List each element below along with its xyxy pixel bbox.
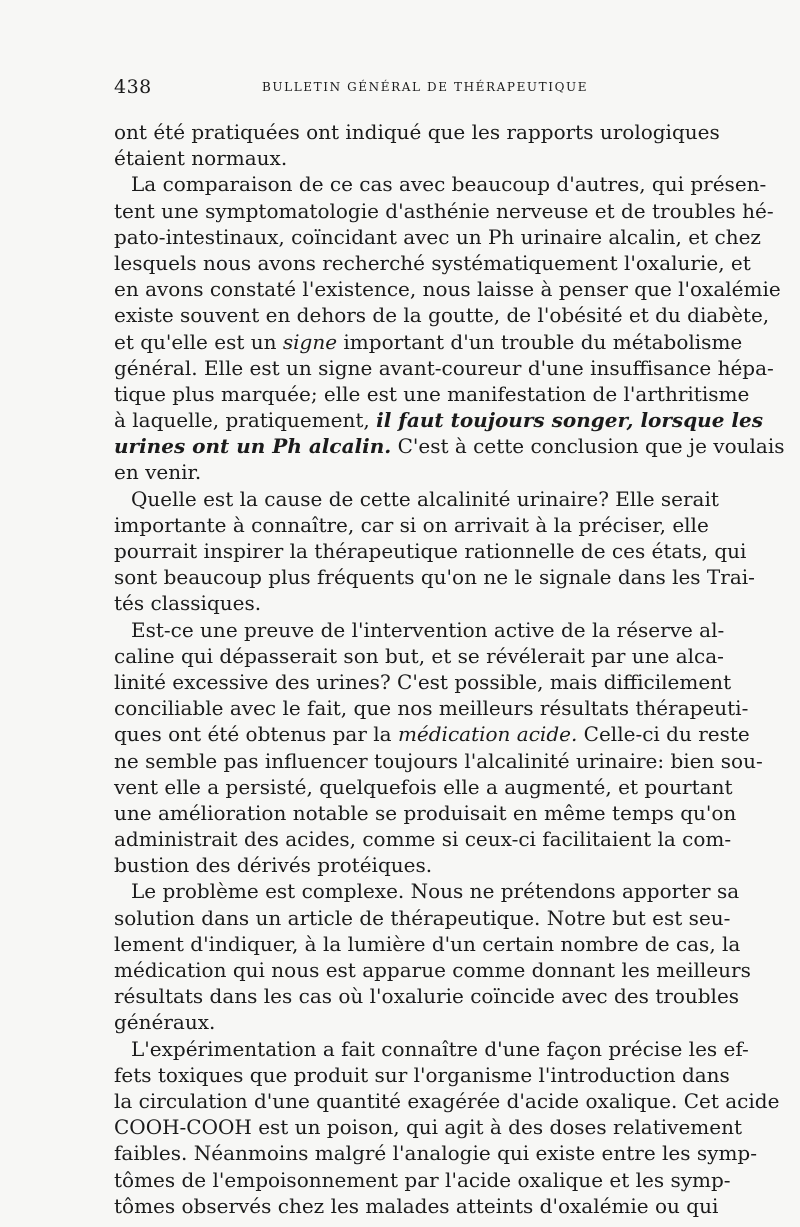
text-run: Celle-ci du reste [577, 722, 750, 747]
italic-run: médication acide. [397, 722, 578, 747]
text-line: médication qui nous est apparue comme donnant les meilleurs [114, 958, 751, 982]
text-line: conciliable avec le fait, que nos meilleurs résultats thérapeuti- [114, 696, 749, 721]
text-line: généraux. [114, 1010, 216, 1035]
text-line: résultats dans les cas où l'oxalurie coïncide avec des troubles [114, 984, 740, 1009]
text-line: pourrait inspirer la thérapeutique rationnelle de ces états, qui [114, 539, 747, 563]
text-run: à laquelle, pratiquement, [114, 408, 377, 433]
text-line: lement d'indiquer, à la lumière d'un certain nombre de cas, la [114, 931, 741, 956]
text-line: bustion des dérivés protéiques. [114, 853, 433, 878]
text-run: et qu'elle est un [114, 329, 283, 354]
text-run: ques ont été obtenus par la [114, 722, 398, 747]
text-line [114, 433, 785, 459]
text-line: en venir. [114, 460, 202, 485]
text-line: Quelle est la cause de cette alcalinité urinaire? Elle serait [131, 486, 719, 511]
text-line [114, 407, 763, 433]
text-line: pato-intestinaux, coïncidant avec un Ph urinaire alcalin, et chez [114, 224, 761, 249]
text-line: existe souvent en dehors de la goutte, de l'obésité et du diabète, [114, 303, 770, 328]
text-line: une amélioration notable se produisait en même temps qu'on [114, 800, 737, 825]
text-line: sont beaucoup plus fréquents qu'on ne le signale dans les Trai- [114, 565, 755, 590]
text-line: lesquels nous avons recherché systématiquement l'oxalurie, et [114, 250, 751, 275]
running-title: BULLETIN GÉNÉRAL DE THÉRAPEUTIQUE [262, 80, 589, 94]
text-line: linité excessive des urines? C'est possible, mais difficilement [114, 669, 732, 694]
text-line: Le problème est complexe. Nous ne prétendons apporter sa [131, 879, 740, 904]
text-line: tique plus marquée; elle est une manifestation de l'arthritisme [114, 381, 750, 406]
article-body [114, 119, 785, 1219]
bold-italic-run: il faut toujours songer, lorsque les [376, 408, 763, 433]
text-line: caline qui dépasserait son but, et se révélerait par une alca- [114, 643, 724, 668]
text-line: La comparaison de ce cas avec beaucoup d'autres, qui présen- [131, 172, 767, 197]
text-line: tent une symptomatologie d'asthénie nerveuse et de troubles hé- [114, 198, 774, 223]
text-line [114, 329, 743, 355]
text-line: COOH-COOH est un poison, qui agit à des doses relativement [114, 1115, 743, 1140]
text-line: ont été pratiquées ont indiqué que les rapports urologiques [114, 120, 720, 144]
italic-run: signe [282, 329, 338, 354]
text-line: la circulation d'une quantité exagérée d'acide oxalique. Cet acide [114, 1088, 780, 1113]
text-run: important d'un trouble du métabolisme [337, 329, 743, 354]
text-line: tés classiques. [114, 591, 262, 616]
text-line: importante à connaître, car si on arrivait à la préciser, elle [114, 512, 709, 537]
text-run: C'est à cette conclusion que je voulais [391, 434, 785, 459]
bold-italic-run: urines ont un Ph alcalin. [114, 434, 392, 459]
page-header [114, 76, 694, 100]
text-line: tômes de l'empoisonnement par l'acide oxalique et les symp- [114, 1167, 731, 1192]
text-line: ne semble pas influencer toujours l'alcalinité urinaire: bien sou- [114, 748, 763, 773]
page-number: 438 [114, 76, 152, 98]
text-line: faibles. Néanmoins malgré l'analogie qui existe entre les symp- [114, 1141, 757, 1166]
text-line: étaient normaux. [114, 146, 288, 171]
text-line: solution dans un article de thérapeutique. Notre but est seu- [114, 905, 731, 930]
text-line: Est-ce une preuve de l'intervention active de la réserve al- [131, 617, 725, 642]
text-line: vent elle a persisté, quelquefois elle a augmenté, et pourtant [114, 774, 733, 799]
text-line: L'expérimentation a fait connaître d'une façon précise les ef- [131, 1036, 749, 1061]
text-line: administrait des acides, comme si ceux-ci facilitaient la com- [114, 827, 732, 852]
text-line: fets toxiques que produit sur l'organisme l'introduction dans [114, 1062, 730, 1087]
text-line [114, 721, 750, 747]
text-line: en avons constaté l'existence, nous laisse à penser que l'oxalémie [114, 277, 781, 302]
text-line: tômes observés chez les malades atteints d'oxalémie ou qui [114, 1193, 719, 1218]
text-line: général. Elle est un signe avant-coureur d'une insuffisance hépa- [114, 355, 774, 380]
